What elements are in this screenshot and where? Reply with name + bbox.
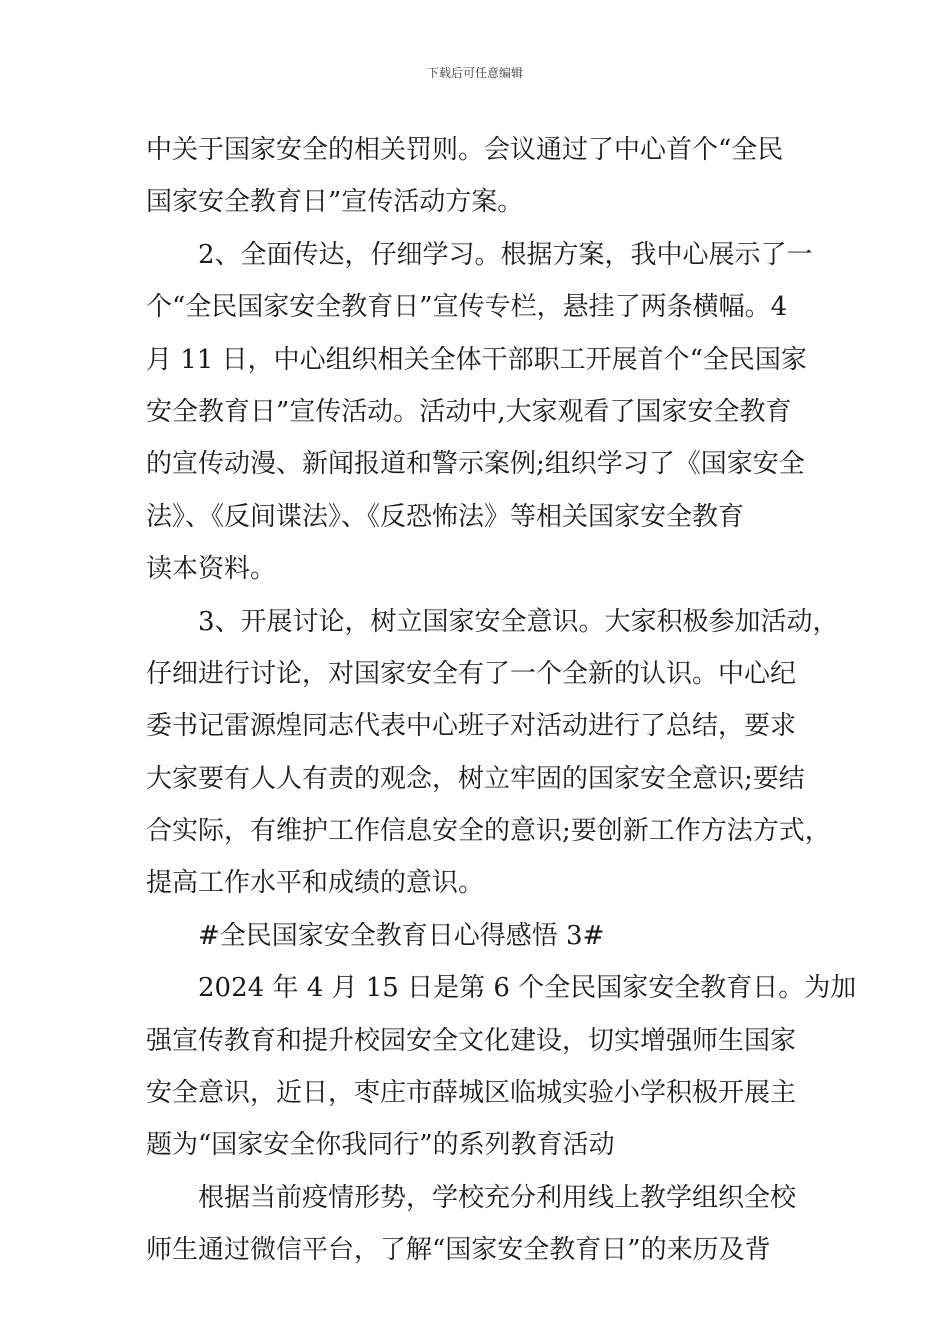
text-line: 安全意识，近日，枣庄市薛城区临城实验小学积极开展主	[146, 1078, 797, 1109]
text-line: 个“全民国家安全教育日”宣传专栏，悬挂了两条横幅。4	[146, 292, 788, 323]
text-line: 读本资料。	[146, 554, 277, 585]
text-line: 根据当前疫情形势，学校充分利用线上教学组织全校	[198, 1182, 797, 1213]
document-body	[146, 124, 857, 1277]
text-line: 题为“国家安全你我同行”的系列教育活动	[146, 1130, 615, 1161]
text-line: 月 11 日，中心组织相关全体干部职工开展首个“全民国家	[146, 344, 807, 375]
text-line: 合实际，有维护工作信息安全的意识;要创新工作方法方式，	[146, 816, 831, 847]
text-line: 2、全面传达，仔细学习。根据方案，我中心展示了一	[198, 239, 813, 270]
text-line: 提高工作水平和成绩的意识。	[146, 868, 485, 899]
text-line: 委书记雷源煌同志代表中心班子对活动进行了总结，要求	[146, 711, 797, 742]
text-line: 师生通过微信平台，了解“国家安全教育日”的来历及背	[146, 1235, 771, 1266]
text-line: 3、开展讨论，树立国家安全意识。大家积极参加活动，	[198, 606, 839, 637]
text-line: 法》、《反间谍法》、《反恐怖法》等相关国家安全教育	[146, 501, 745, 532]
text-line: 中关于国家安全的相关罚则。会议通过了中心首个“全民	[146, 135, 784, 165]
text-line: 的宣传动漫、新闻报道和警示案例;组织学习了《国家安全	[146, 449, 805, 480]
page-header: 下载后可任意编辑	[426, 66, 523, 80]
text-line: 大家要有人人有责的观念，树立牢固的国家安全意识;要结	[146, 763, 805, 794]
text-line: #全民国家安全教育日心得感悟 3#	[198, 920, 605, 951]
text-line: 仔细进行讨论，对国家安全有了一个全新的认识。中心纪	[146, 658, 797, 689]
text-line: 2024 年 4 月 15 日是第 6 个全民国家安全教育日。为加	[198, 973, 857, 1004]
text-line: 国家安全教育日”宣传活动方案。	[146, 187, 524, 218]
text-line: 安全教育日”宣传活动。活动中,大家观看了国家安全教育	[146, 396, 792, 427]
text-line: 强宣传教育和提升校园安全文化建设，切实增强师生国家	[146, 1025, 797, 1056]
